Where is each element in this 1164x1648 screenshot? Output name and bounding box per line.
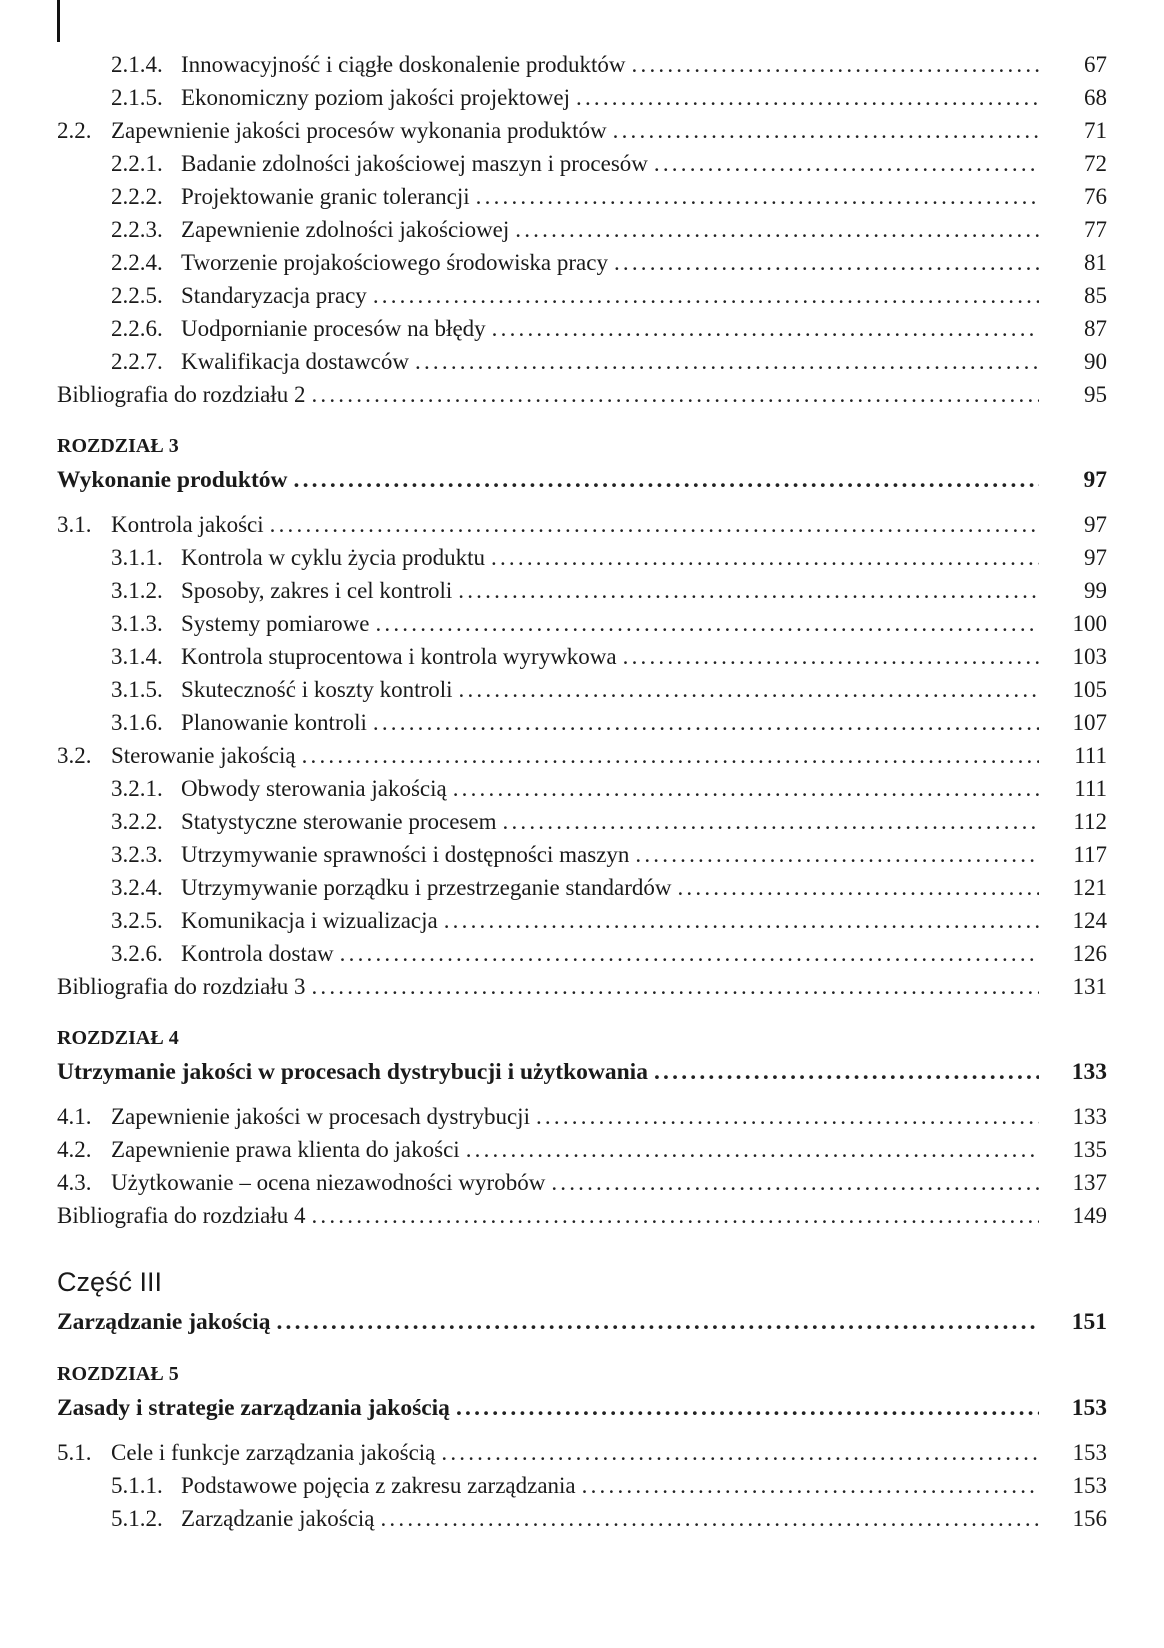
- entry-number: 3.1.6.: [111, 710, 163, 735]
- page-edge-mark: [57, 0, 60, 42]
- entry-number: 4.2.: [57, 1137, 92, 1162]
- page-number: 81: [1084, 250, 1107, 275]
- dot-leader: [380, 1502, 1039, 1535]
- dot-leader: [551, 1166, 1039, 1199]
- chapter-heading-label: ROZDZIAŁ 4: [57, 1027, 179, 1049]
- dot-leader: [582, 1469, 1039, 1502]
- dot-leader: [453, 772, 1039, 805]
- entry-title: Standaryzacja pracy: [181, 283, 367, 308]
- toc-section-chapter4: [57, 1100, 1107, 1232]
- dot-leader: [632, 48, 1039, 81]
- part-heading-label: Część III: [57, 1267, 163, 1297]
- chapter-title-row[interactable]: [57, 464, 1107, 497]
- dot-leader: [340, 937, 1039, 970]
- page-number: 135: [1072, 1137, 1107, 1162]
- page-number: 149: [1072, 1203, 1107, 1228]
- entry-number: 3.2.1.: [111, 776, 163, 801]
- toc-entry[interactable]: [57, 838, 1107, 871]
- page-number: 72: [1084, 151, 1107, 176]
- entry-number: 2.2.1.: [111, 151, 163, 176]
- dot-leader: [515, 213, 1039, 246]
- toc-entry[interactable]: [57, 706, 1107, 739]
- entry-number: 5.1.: [57, 1440, 92, 1465]
- dot-leader: [373, 279, 1039, 312]
- entry-title: Planowanie kontroli: [181, 710, 367, 735]
- toc-entry[interactable]: [57, 508, 1107, 541]
- entry-title: Cele i funkcje zarządzania jakością: [111, 1440, 436, 1465]
- entry-title: Podstawowe pojęcia z zakresu zarządzania: [181, 1473, 576, 1498]
- toc-entry[interactable]: [57, 246, 1107, 279]
- toc-section-chapter3: [57, 508, 1107, 1003]
- entry-number: 3.1.: [57, 512, 92, 537]
- dot-leader: [373, 706, 1039, 739]
- chapter-title: Wykonanie produktów: [57, 467, 288, 493]
- entry-number: 2.2.2.: [111, 184, 163, 209]
- entry-title: Badanie zdolności jakościowej maszyn i procesów: [181, 151, 648, 176]
- dot-leader: [677, 871, 1039, 904]
- dot-leader: [311, 970, 1039, 1003]
- dot-leader: [654, 147, 1039, 180]
- toc-bibliography-entry[interactable]: [57, 1199, 1107, 1232]
- entry-number: 3.2.2.: [111, 809, 163, 834]
- page-number: 97: [1084, 545, 1107, 570]
- dot-leader: [623, 640, 1039, 673]
- page-number: 105: [1072, 677, 1107, 702]
- dot-leader: [270, 508, 1039, 541]
- entry-number: 5.1.1.: [111, 1473, 163, 1498]
- entry-number: 3.2.5.: [111, 908, 163, 933]
- toc-bibliography-entry[interactable]: [57, 970, 1107, 1003]
- toc-entry[interactable]: [57, 1469, 1107, 1502]
- entry-title: Systemy pomiarowe: [181, 611, 370, 636]
- entry-number: 2.1.4.: [111, 52, 163, 77]
- toc-section-chapter5: [57, 1436, 1107, 1535]
- dot-leader: [458, 574, 1039, 607]
- dot-leader: [375, 607, 1039, 640]
- toc-entry[interactable]: [57, 279, 1107, 312]
- entry-number: 2.2.5.: [111, 283, 163, 308]
- entry-number: 2.2.4.: [111, 250, 163, 275]
- page-number: 151: [1071, 1309, 1107, 1335]
- entry-number: 2.2.7.: [111, 349, 163, 374]
- toc-entry[interactable]: [57, 345, 1107, 378]
- toc-entry[interactable]: [57, 147, 1107, 180]
- page-number: 100: [1072, 611, 1107, 636]
- entry-title: Skuteczność i koszty kontroli: [181, 677, 453, 702]
- page-number: 76: [1084, 184, 1107, 209]
- dot-leader: [476, 180, 1039, 213]
- dot-leader: [444, 904, 1039, 937]
- page-number: 126: [1072, 941, 1107, 966]
- toc-entry[interactable]: [57, 1502, 1107, 1535]
- toc-entry[interactable]: [57, 871, 1107, 904]
- toc-entry[interactable]: [57, 81, 1107, 114]
- entry-number: 3.1.4.: [111, 644, 163, 669]
- entry-title: Zarządzanie jakością: [181, 1506, 375, 1531]
- page-number: 85: [1084, 283, 1107, 308]
- entry-number: 3.2.6.: [111, 941, 163, 966]
- entry-number: 3.1.2.: [111, 578, 163, 603]
- page-number: 131: [1072, 974, 1107, 999]
- page-number: 67: [1084, 52, 1107, 77]
- dot-leader: [536, 1100, 1039, 1133]
- dot-leader: [491, 541, 1039, 574]
- dot-leader: [311, 378, 1039, 411]
- entry-number: 3.2.3.: [111, 842, 163, 867]
- page-number: 71: [1084, 118, 1107, 143]
- toc-bibliography-entry[interactable]: [57, 378, 1107, 411]
- toc-entry[interactable]: [57, 673, 1107, 706]
- page-number: 111: [1074, 776, 1107, 801]
- entry-number: 3.1.5.: [111, 677, 163, 702]
- page-number: 153: [1072, 1440, 1107, 1465]
- page-number: 153: [1071, 1395, 1107, 1421]
- toc-entry[interactable]: [57, 772, 1107, 805]
- entry-number: 2.1.5.: [111, 85, 163, 110]
- entry-number: 4.3.: [57, 1170, 92, 1195]
- page-number: 153: [1072, 1473, 1107, 1498]
- toc-entry[interactable]: [57, 739, 1107, 772]
- dot-leader: [614, 246, 1039, 279]
- page-number: 156: [1072, 1506, 1107, 1531]
- toc-entry[interactable]: [57, 180, 1107, 213]
- entry-title: Zapewnienie prawa klienta do jakości: [111, 1137, 460, 1162]
- page-number: 97: [1083, 467, 1107, 493]
- entry-number: 3.1.1.: [111, 545, 163, 570]
- dot-leader: [466, 1133, 1039, 1166]
- entry-title: Kontrola w cyklu życia produktu: [181, 545, 486, 570]
- toc-entry[interactable]: [57, 312, 1107, 345]
- entry-title: Tworzenie projakościowego środowiska pracy: [181, 250, 608, 275]
- toc-entry[interactable]: [57, 805, 1107, 838]
- dot-leader: [492, 312, 1039, 345]
- page-number: 133: [1072, 1104, 1107, 1129]
- chapter-title: Zasady i strategie zarządzania jakością: [57, 1395, 450, 1421]
- entry-title: Obwody sterowania jakością: [181, 776, 447, 801]
- entry-title: Sterowanie jakością: [111, 743, 296, 768]
- dot-leader: [456, 1392, 1039, 1425]
- page-number: 117: [1073, 842, 1107, 867]
- entry-title: Kontrola jakości: [111, 512, 264, 537]
- page-number: 90: [1084, 349, 1107, 374]
- page-number: 133: [1071, 1059, 1107, 1085]
- page-number: 68: [1084, 85, 1107, 110]
- entry-title: Kontrola stuprocentowa i kontrola wyrywkowa: [181, 644, 617, 669]
- part-title: Zarządzanie jakością: [57, 1309, 271, 1335]
- toc-entry[interactable]: [57, 213, 1107, 246]
- toc-entry[interactable]: [57, 904, 1107, 937]
- dot-leader: [654, 1056, 1039, 1089]
- chapter-heading-label: ROZDZIAŁ 5: [57, 1363, 179, 1385]
- page-number: 124: [1072, 908, 1107, 933]
- page-number: 107: [1072, 710, 1107, 735]
- entry-title: Innowacyjność i ciągłe doskonalenie produktów: [181, 52, 626, 77]
- entry-number: 3.2.4.: [111, 875, 163, 900]
- page-number: 95: [1084, 382, 1107, 407]
- dot-leader: [441, 1436, 1039, 1469]
- toc-entry[interactable]: [57, 574, 1107, 607]
- entry-title: Bibliografia do rozdziału 2: [57, 382, 306, 407]
- toc-entry[interactable]: [57, 937, 1107, 970]
- dot-leader: [302, 739, 1039, 772]
- entry-title: Zapewnienie jakości w procesach dystrybucji: [111, 1104, 530, 1129]
- dot-leader: [503, 805, 1040, 838]
- entry-title: Ekonomiczny poziom jakości projektowej: [181, 85, 570, 110]
- entry-title: Sposoby, zakres i cel kontroli: [181, 578, 453, 603]
- toc-entry[interactable]: [57, 1436, 1107, 1469]
- entry-title: Kontrola dostaw: [181, 941, 334, 966]
- toc-entry[interactable]: [57, 541, 1107, 574]
- page-number: 137: [1072, 1170, 1107, 1195]
- page-number: 121: [1072, 875, 1107, 900]
- dot-leader: [613, 114, 1039, 147]
- entry-title: Zapewnienie zdolności jakościowej: [181, 217, 510, 242]
- chapter-title: Utrzymanie jakości w procesach dystrybucji i użytkowania: [57, 1059, 648, 1085]
- entry-number: 3.2.: [57, 743, 92, 768]
- page-number: 112: [1073, 809, 1107, 834]
- chapter-heading-label: ROZDZIAŁ 3: [57, 435, 179, 457]
- page-number: 87: [1084, 316, 1107, 341]
- part-title-row[interactable]: [57, 1306, 1107, 1339]
- entry-number: 5.1.2.: [111, 1506, 163, 1531]
- entry-title: Użytkowanie – ocena niezawodności wyrobów: [111, 1170, 546, 1195]
- chapter-title-row[interactable]: [57, 1056, 1107, 1089]
- entry-number: 2.2.: [57, 118, 92, 143]
- entry-title: Kwalifikacja dostawców: [181, 349, 410, 374]
- entry-title: Zapewnienie jakości procesów wykonania produktów: [111, 118, 607, 143]
- page-number: 99: [1084, 578, 1107, 603]
- toc-entry[interactable]: [57, 1166, 1107, 1199]
- entry-number: 4.1.: [57, 1104, 92, 1129]
- entry-number: 3.1.3.: [111, 611, 163, 636]
- toc-section-chapter2-continued: [57, 48, 1107, 411]
- toc-entry[interactable]: [57, 114, 1107, 147]
- dot-leader: [459, 673, 1040, 706]
- entry-title: Bibliografia do rozdziału 3: [57, 974, 306, 999]
- entry-title: Utrzymywanie porządku i przestrzeganie standardów: [181, 875, 672, 900]
- dot-leader: [576, 81, 1039, 114]
- dot-leader: [276, 1306, 1039, 1339]
- dot-leader: [415, 345, 1039, 378]
- entry-title: Bibliografia do rozdziału 4: [57, 1203, 306, 1228]
- toc-entry[interactable]: [57, 1133, 1107, 1166]
- entry-title: Projektowanie granic tolerancji: [181, 184, 470, 209]
- entry-number: 2.2.3.: [111, 217, 163, 242]
- chapter-title-row[interactable]: [57, 1392, 1107, 1425]
- dot-leader: [294, 464, 1039, 497]
- entry-title: Statystyczne sterowanie procesem: [181, 809, 497, 834]
- entry-title: Utrzymywanie sprawności i dostępności maszyn: [181, 842, 630, 867]
- page-number: 103: [1072, 644, 1107, 669]
- dot-leader: [635, 838, 1039, 871]
- toc-entry[interactable]: [57, 607, 1107, 640]
- toc-entry[interactable]: [57, 640, 1107, 673]
- table-of-contents: [57, 48, 1107, 1535]
- entry-title: Uodpornianie procesów na błędy: [181, 316, 486, 341]
- page-number: 111: [1074, 743, 1107, 768]
- dot-leader: [311, 1199, 1039, 1232]
- toc-entry[interactable]: [57, 1100, 1107, 1133]
- toc-entry[interactable]: [57, 48, 1107, 81]
- page-number: 77: [1084, 217, 1107, 242]
- entry-title: Komunikacja i wizualizacja: [181, 908, 438, 933]
- entry-number: 2.2.6.: [111, 316, 163, 341]
- page-number: 97: [1084, 512, 1107, 537]
